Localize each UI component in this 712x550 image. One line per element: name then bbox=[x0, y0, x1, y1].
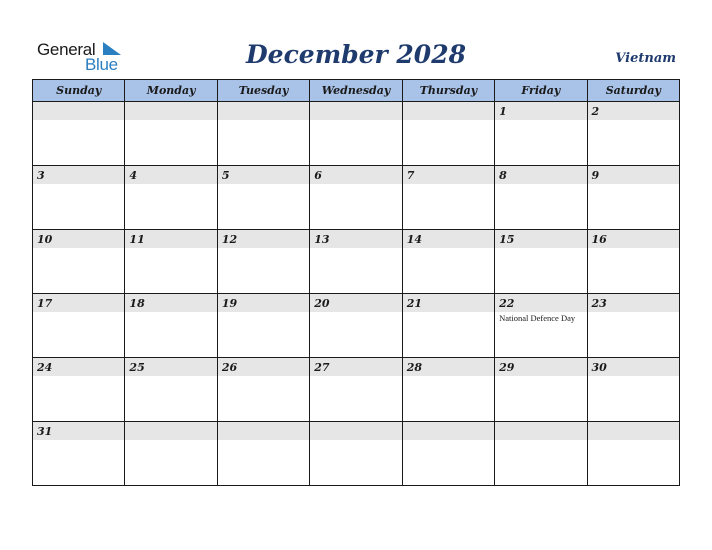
day-number: 7 bbox=[403, 166, 494, 184]
day-number: 16 bbox=[588, 230, 679, 248]
week-row bbox=[33, 230, 680, 294]
day-cell[interactable] bbox=[33, 294, 125, 358]
weekday-header-row bbox=[33, 80, 680, 102]
day-cell[interactable] bbox=[310, 230, 402, 294]
weekday-thursday: Thursday bbox=[402, 80, 494, 102]
day-cell[interactable] bbox=[217, 230, 309, 294]
day-cell[interactable] bbox=[217, 422, 309, 486]
day-cell[interactable] bbox=[125, 422, 217, 486]
day-cell[interactable] bbox=[310, 102, 402, 166]
country-label: Vietnam bbox=[615, 51, 676, 66]
day-cell[interactable] bbox=[495, 230, 587, 294]
logo-text-general: General bbox=[37, 40, 96, 59]
day-number: 27 bbox=[310, 358, 401, 376]
week-row bbox=[33, 166, 680, 230]
day-cell[interactable] bbox=[310, 294, 402, 358]
day-cell[interactable] bbox=[33, 230, 125, 294]
day-number: 15 bbox=[495, 230, 586, 248]
day-number: 10 bbox=[33, 230, 124, 248]
day-number bbox=[495, 422, 586, 440]
day-cell[interactable] bbox=[402, 358, 494, 422]
weekday-monday: Monday bbox=[125, 80, 217, 102]
day-number: 4 bbox=[125, 166, 216, 184]
day-number: 21 bbox=[403, 294, 494, 312]
day-number bbox=[125, 422, 216, 440]
logo-text-blue: Blue bbox=[85, 55, 118, 74]
day-number: 2 bbox=[588, 102, 679, 120]
day-cell[interactable] bbox=[495, 358, 587, 422]
day-cell[interactable] bbox=[587, 102, 679, 166]
day-number bbox=[33, 102, 124, 120]
day-number: 9 bbox=[588, 166, 679, 184]
day-number: 12 bbox=[218, 230, 309, 248]
weekday-tuesday: Tuesday bbox=[217, 80, 309, 102]
day-number bbox=[403, 102, 494, 120]
day-cell[interactable] bbox=[310, 166, 402, 230]
day-cell[interactable] bbox=[587, 166, 679, 230]
day-number: 26 bbox=[218, 358, 309, 376]
day-cell[interactable] bbox=[495, 166, 587, 230]
day-cell[interactable] bbox=[33, 166, 125, 230]
day-number: 25 bbox=[125, 358, 216, 376]
day-cell[interactable] bbox=[125, 102, 217, 166]
week-row bbox=[33, 358, 680, 422]
day-number: 14 bbox=[403, 230, 494, 248]
calendar-grid bbox=[32, 79, 680, 486]
day-cell[interactable] bbox=[495, 294, 587, 358]
day-cell[interactable] bbox=[217, 294, 309, 358]
day-number: 24 bbox=[33, 358, 124, 376]
holiday-label: National Defence Day bbox=[499, 313, 576, 323]
day-cell[interactable] bbox=[402, 294, 494, 358]
weekday-saturday: Saturday bbox=[587, 80, 679, 102]
day-number bbox=[588, 422, 679, 440]
week-row bbox=[33, 102, 680, 166]
day-cell[interactable] bbox=[125, 166, 217, 230]
day-number bbox=[403, 422, 494, 440]
day-number: 1 bbox=[495, 102, 586, 120]
week-row bbox=[33, 422, 680, 486]
day-number: 11 bbox=[125, 230, 216, 248]
day-number: 20 bbox=[310, 294, 401, 312]
weekday-friday: Friday bbox=[495, 80, 587, 102]
day-number: 23 bbox=[588, 294, 679, 312]
day-number: 28 bbox=[403, 358, 494, 376]
week-row bbox=[33, 294, 680, 358]
day-number bbox=[218, 422, 309, 440]
day-cell[interactable] bbox=[33, 102, 125, 166]
day-cell[interactable] bbox=[310, 422, 402, 486]
day-cell[interactable] bbox=[310, 358, 402, 422]
page-title: December 2028 bbox=[245, 40, 466, 69]
day-cell[interactable] bbox=[125, 358, 217, 422]
day-cell[interactable] bbox=[587, 358, 679, 422]
weekday-wednesday: Wednesday bbox=[310, 80, 402, 102]
day-cell[interactable] bbox=[125, 230, 217, 294]
day-cell[interactable] bbox=[217, 166, 309, 230]
day-number: 17 bbox=[33, 294, 124, 312]
day-cell[interactable] bbox=[33, 358, 125, 422]
day-cell[interactable] bbox=[125, 294, 217, 358]
weekday-sunday: Sunday bbox=[33, 80, 125, 102]
day-number: 19 bbox=[218, 294, 309, 312]
day-number: 3 bbox=[33, 166, 124, 184]
day-number: 31 bbox=[33, 422, 124, 440]
day-number: 8 bbox=[495, 166, 586, 184]
day-cell[interactable] bbox=[217, 358, 309, 422]
day-number: 5 bbox=[218, 166, 309, 184]
day-number: 13 bbox=[310, 230, 401, 248]
day-number bbox=[125, 102, 216, 120]
day-cell[interactable] bbox=[402, 422, 494, 486]
day-cell[interactable] bbox=[587, 230, 679, 294]
day-number: 18 bbox=[125, 294, 216, 312]
day-cell[interactable] bbox=[402, 230, 494, 294]
day-cell[interactable] bbox=[587, 294, 679, 358]
day-cell[interactable] bbox=[33, 422, 125, 486]
day-number bbox=[310, 422, 401, 440]
day-cell[interactable] bbox=[495, 102, 587, 166]
day-number bbox=[310, 102, 401, 120]
day-number: 22 bbox=[495, 294, 586, 312]
day-cell[interactable] bbox=[587, 422, 679, 486]
day-cell[interactable] bbox=[402, 166, 494, 230]
day-cell[interactable] bbox=[495, 422, 587, 486]
day-number: 29 bbox=[495, 358, 586, 376]
day-cell[interactable] bbox=[402, 102, 494, 166]
day-number bbox=[218, 102, 309, 120]
day-number: 30 bbox=[588, 358, 679, 376]
day-cell[interactable] bbox=[217, 102, 309, 166]
day-number: 6 bbox=[310, 166, 401, 184]
